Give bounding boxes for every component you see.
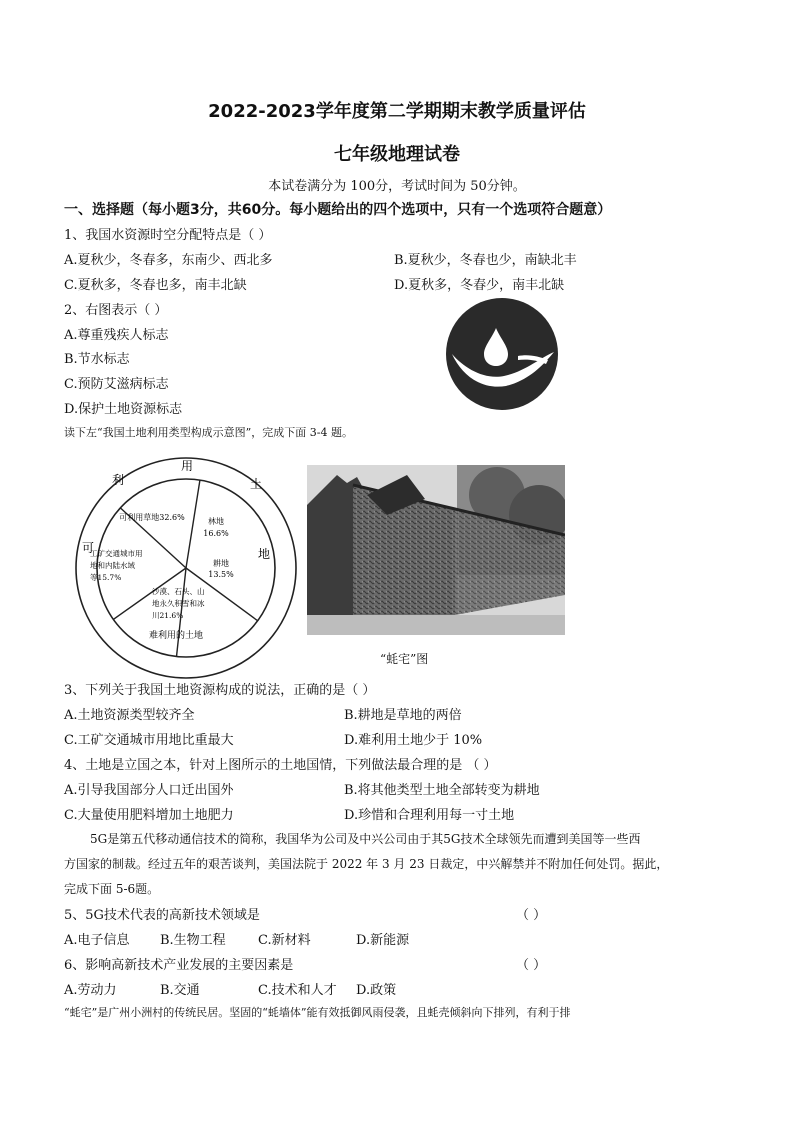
- segment-label-urban-2: 地和内陆水域: [90, 561, 135, 570]
- outer-char-ke: 可: [82, 541, 95, 555]
- q2-option-b: B.节水标志: [64, 352, 130, 367]
- outer-char-li: 利: [112, 473, 125, 487]
- q5-option-d: D.新能源: [356, 933, 410, 948]
- passage-5g-line1: 5G是第五代移动通信技术的简称，我国华为公司及中兴公司由于其5G技术全球领先而遭到美国等一些西: [90, 832, 641, 846]
- q3-option-d: D.难利用土地少于 10%: [344, 733, 483, 748]
- q5-option-c: C.新材料: [258, 933, 311, 948]
- segment-label-urban-3: 等15.7%: [90, 573, 122, 582]
- q3-option-b: B.耕地是草地的两倍: [344, 708, 462, 723]
- pie-divider-grass: [186, 480, 200, 568]
- q2-stem: 2、右图表示（ ）: [64, 303, 168, 318]
- q6-option-a: A.劳动力: [64, 983, 117, 998]
- q5-stem: 5、5G技术代表的高新技术领域是: [64, 908, 260, 923]
- segment-label-grass: 可利用草地32.6%: [119, 513, 185, 522]
- q6-option-d: D.政策: [356, 983, 397, 998]
- passage-oyster-house: “蚝宅”是广州小洲村的传统民居。坚固的“蚝墙体”能有效抵御风雨侵袭，且蚝壳倾斜向下排列，有利于排: [64, 1006, 571, 1019]
- q3-option-c: C.工矿交通城市用地比重最大: [64, 733, 234, 748]
- segment-label-forest-value: 16.6%: [203, 529, 229, 538]
- segment-label-urban-1: 工矿交通城市用: [90, 549, 143, 558]
- q6-stem: 6、影响高新技术产业发展的主要因素是: [64, 958, 294, 973]
- exam-subtitle: 七年级地理试卷: [334, 144, 460, 165]
- segment-label-forest-name: 林地: [208, 517, 224, 526]
- q3-stem: 3、下列关于我国土地资源构成的说法，正确的是（ ）: [64, 683, 376, 698]
- segment-label-desert-2: 地永久积雪和冰: [152, 599, 205, 608]
- photo-caption: “蚝宅”图: [380, 652, 429, 666]
- section-heading: 一、选择题（每小题3分，共60分。每小题给出的四个选项中，只有一个选项符合题意）: [64, 202, 612, 218]
- q2-option-d: D.保护土地资源标志: [64, 402, 183, 417]
- outer-char-tu: 土: [250, 477, 263, 491]
- q4-option-a: A.引导我国部分人口迁出国外: [64, 783, 234, 798]
- land-use-pie-chart: [74, 456, 298, 680]
- segment-label-desert-1: 沙漠、石头、山: [152, 587, 205, 596]
- segment-label-farm-name: 耕地: [213, 559, 229, 568]
- q4-option-b: B.将其他类型土地全部转变为耕地: [344, 783, 540, 798]
- exam-note: 本试卷满分为 100分，考试时间为 50分钟。: [268, 179, 526, 194]
- outer-label-hard-land: 难利用的土地: [148, 631, 204, 641]
- outer-char-di: 地: [258, 547, 271, 561]
- q2-option-c: C.预防艾滋病标志: [64, 377, 169, 392]
- q5-answer-paren: （ ）: [516, 908, 547, 923]
- q6-answer-paren: （ ）: [516, 958, 547, 973]
- photo-ground: [307, 615, 565, 635]
- oyster-house-photo: [307, 465, 565, 635]
- q4-option-c: C.大量使用肥料增加土地肥力: [64, 808, 234, 823]
- q3-option-a: A.土地资源类型较齐全: [64, 708, 195, 723]
- q1-option-d: D.夏秋多，冬春少，南丰北缺: [394, 278, 565, 293]
- exam-title: 2022-2023学年度第二学期期末教学质量评估: [208, 101, 586, 122]
- outer-char-yong: 用: [180, 459, 194, 473]
- water-saving-logo: [444, 296, 560, 412]
- q1-option-c: C.夏秋多，冬春也多，南丰北缺: [64, 278, 247, 293]
- segment-label-desert-3: 川21.6%: [152, 611, 184, 620]
- q5-option-a: A.电子信息: [64, 933, 130, 948]
- q2-option-a: A.尊重残疾人标志: [64, 328, 169, 343]
- q4-option-d: D.珍惜和合理利用每一寸土地: [344, 808, 515, 823]
- q1-option-a: A.夏秋少，冬春多，东南少、西北多: [64, 253, 273, 268]
- q4-stem: 4、土地是立国之本，针对上图所示的土地国情，下列做法最合理的是 （ ）: [64, 758, 497, 773]
- read-instruction-3-4: 读下左“我国土地利用类型构成示意图”，完成下面 3-4 题。: [64, 426, 353, 439]
- q6-option-c: C.技术和人才: [258, 983, 337, 998]
- passage-5g-line2: 方国家的制裁。经过五年的艰苦谈判，美国法院于 2022 年 3 月 23 日裁定，中兴解禁并不附加任何处罚。据此，: [64, 857, 669, 871]
- segment-label-farm-value: 13.5%: [208, 570, 234, 579]
- passage-5g-line3: 完成下面 5-6题。: [64, 882, 160, 896]
- q5-option-b: B.生物工程: [160, 933, 226, 948]
- q6-option-b: B.交通: [160, 983, 200, 998]
- q1-stem: 1、我国水资源时空分配特点是（ ）: [64, 228, 272, 243]
- q1-option-b: B.夏秋少，冬春也少，南缺北丰: [394, 253, 577, 268]
